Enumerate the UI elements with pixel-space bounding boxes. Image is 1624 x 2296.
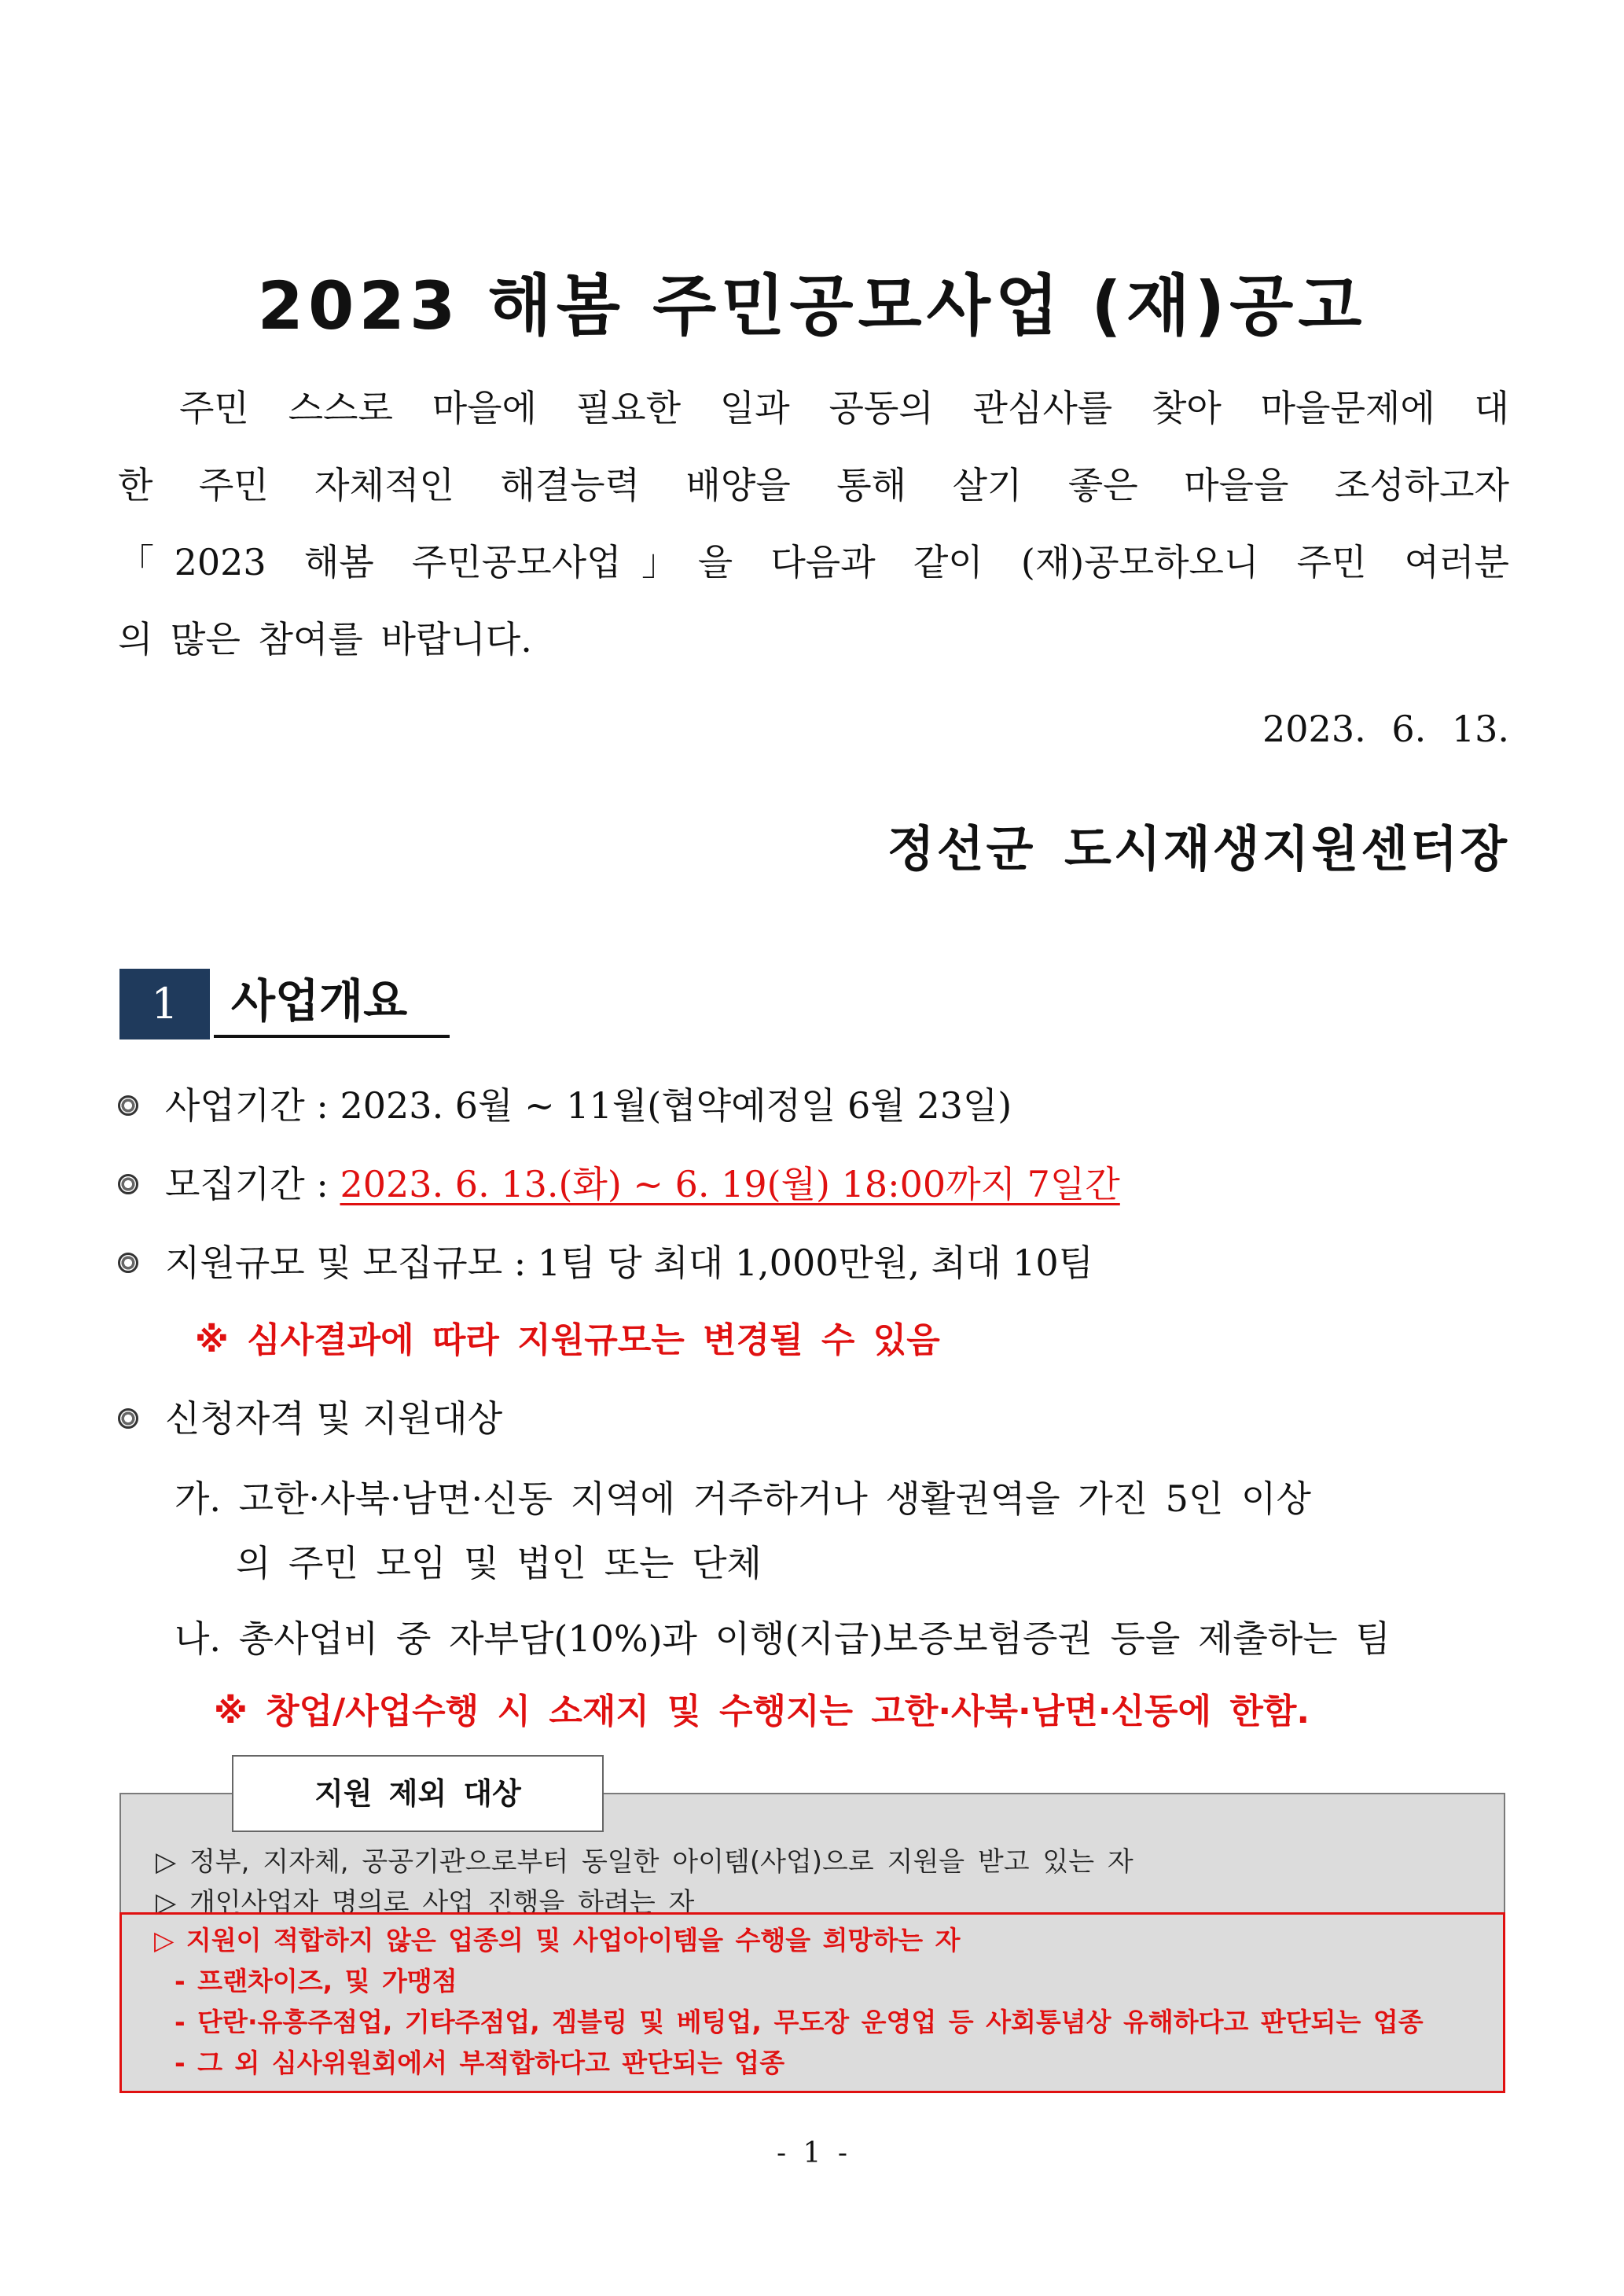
scale-text: 지원규모 및 모집규모 : 1팀 당 최대 1,000만원, 최대 10팀	[165, 1242, 1094, 1284]
eligibility-na: 나. 총사업비 중 자부담(10%)과 이행(지급)보증보험증권 등을 제출하는 팀	[175, 1617, 1391, 1660]
bullet-icon	[118, 1174, 138, 1194]
section-number: 1	[119, 969, 210, 1039]
exclusion-line-2: ▷ 개인사업자 명의로 사업 진행을 하려는 자	[156, 1887, 695, 1919]
item-recruit-period	[118, 1156, 1120, 1208]
eligibility-ga-line-1: 가. 고한·사북·남면·신동 지역에 거주하거나 생활권역을 가진 5인 이상	[175, 1477, 1311, 1520]
eligibility-text: 신청자격 및 지원대상	[165, 1397, 503, 1440]
section-title: 사업개요	[214, 967, 450, 1038]
item-eligibility	[118, 1390, 502, 1442]
intro-paragraph	[118, 370, 1509, 678]
scale-note: ※ 심사결과에 따라 지원규모는 변경될 수 있음	[195, 1320, 940, 1360]
location-note: ※ 창업/사업수행 시 소재지 및 수행지는 고한·사북·남면·신동에 한함.	[214, 1691, 1310, 1731]
exclusion-tab: 지원 제외 대상	[232, 1755, 604, 1832]
item-business-period	[118, 1077, 1012, 1129]
intro-line-1: 주민 스스로 마을에 필요한 일과 공동의 관심사를 찾아 마을문제에 대	[179, 387, 1509, 429]
exclusion-red-line-1: ▷ 지원이 적합하지 않은 업종의 및 사업아이템을 수행을 희망하는 자	[154, 1925, 961, 1956]
eligibility-ga-line-2: 의 주민 모임 및 법인 또는 단체	[236, 1542, 762, 1584]
bullet-icon	[118, 1253, 138, 1273]
exclusion-red-line-2: - 프랜차이즈, 및 가맹점	[175, 1966, 457, 1996]
notice-date: 2023. 6. 13.	[1262, 708, 1509, 750]
exclusion-red-line-3: - 단란·유흥주점업, 기타주점업, 겜블링 및 베팅업, 무도장 운영업 등 사회통념상 유해하다고 판단되는 업종	[175, 2007, 1424, 2037]
period-value: 2023. 6월 ~ 11월(협약예정일 6월 23일)	[340, 1084, 1012, 1127]
intro-line-2: 한 주민 자체적인 해결능력 배양을 통해 살기 좋은 마을을 조성하고자	[118, 464, 1509, 506]
item-support-scale	[118, 1234, 1093, 1286]
bullet-icon	[118, 1095, 138, 1116]
recruit-value: 2023. 6. 13.(화) ~ 6. 19(월) 18:00까지 7일간	[340, 1163, 1120, 1205]
recruit-label: 모집기간 :	[165, 1163, 340, 1205]
exclusion-red-line-4: - 그 외 심사위원회에서 부적합하다고 판단되는 업종	[175, 2048, 785, 2078]
document-title: 2023 해봄 주민공모사업 (재)공고	[257, 267, 1367, 344]
intro-line-4: 의 많은 참여를 바랍니다.	[118, 618, 532, 660]
bullet-icon	[118, 1408, 138, 1429]
page-number: - 1 -	[776, 2137, 848, 2169]
period-label: 사업기간 :	[165, 1084, 340, 1127]
intro-line-3: 「2023 해봄 주민공모사업」을 다음과 같이 (재)공모하오니 주민 여러분	[118, 541, 1509, 583]
exclusion-line-1: ▷ 정부, 지자체, 공공기관으로부터 동일한 아이템(사업)으로 지원을 받고 있는 자	[156, 1846, 1133, 1878]
signer: 정선군 도시재생지원센터장	[887, 820, 1509, 878]
